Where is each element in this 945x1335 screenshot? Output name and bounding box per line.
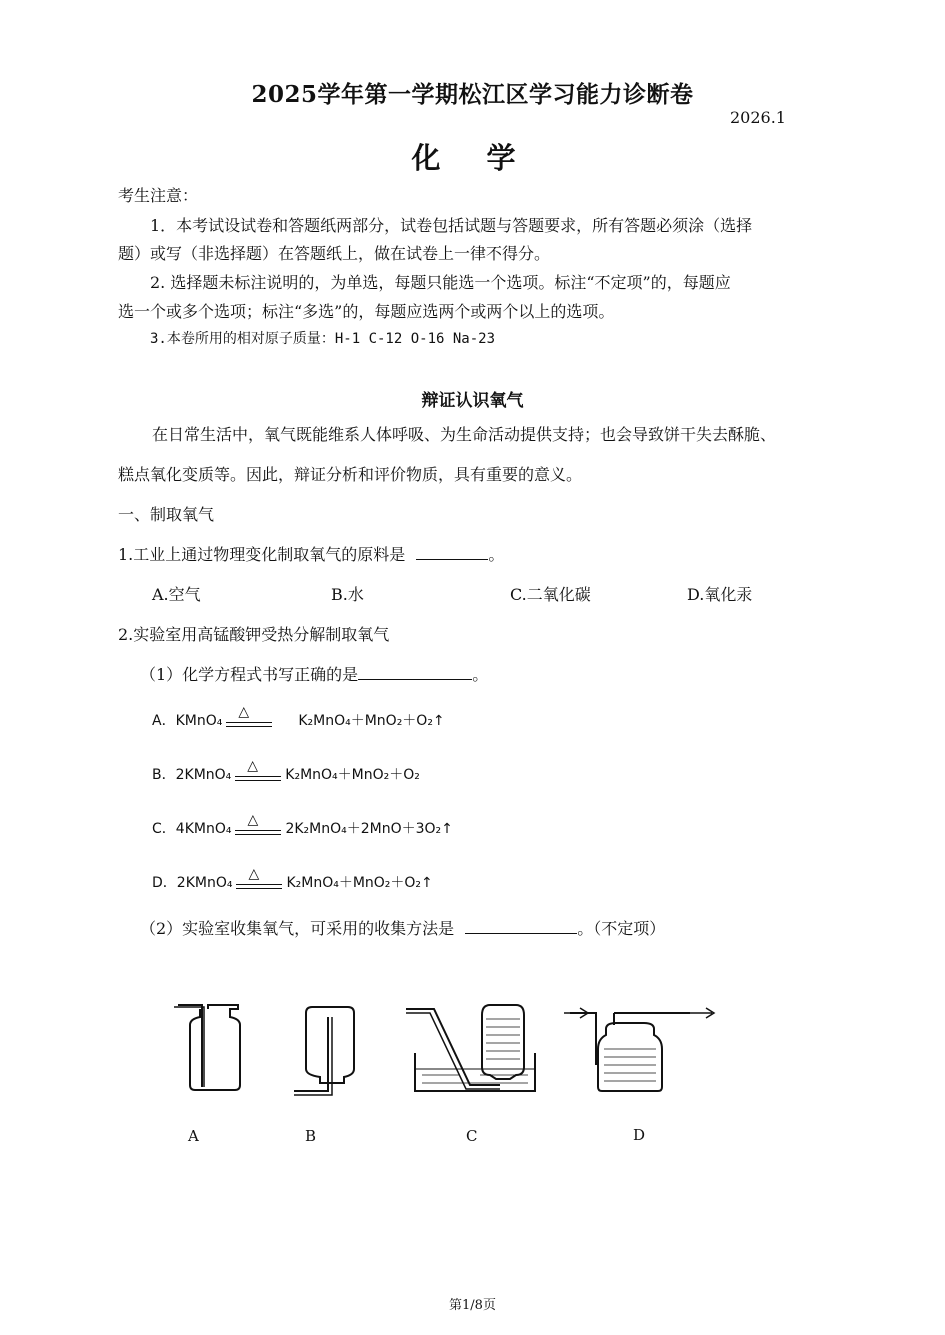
notice-item2-line1: 2. 选择题未标注说明的，为单选，每题只能选一个选项。标注“不定项”的，每题应 bbox=[150, 273, 731, 292]
notice-heading: 考生注意： bbox=[118, 186, 199, 205]
q1-option-d: D.氧化汞 bbox=[687, 585, 753, 604]
heat-triangle-icon: △ bbox=[247, 812, 259, 828]
page-number: 第1/8页 bbox=[449, 1298, 496, 1313]
heat-triangle-icon: △ bbox=[248, 866, 260, 882]
equation-b-right: K₂MnO₄＋MnO₂＋O₂ bbox=[285, 767, 420, 783]
gas-collection-apparatus bbox=[160, 995, 720, 1105]
q2-sub2-line bbox=[140, 916, 665, 939]
part1-heading: 一、制取氧气 bbox=[118, 505, 215, 524]
equation-a bbox=[152, 704, 445, 730]
q2-sub2: （2）实验室收集氧气，可采用的收集方法是 bbox=[140, 919, 455, 938]
heat-triangle-icon: △ bbox=[247, 758, 259, 774]
apparatus-d-gas-washing-bottle bbox=[564, 1008, 714, 1091]
equation-c bbox=[152, 812, 453, 838]
apparatus-b-bottle bbox=[294, 1007, 354, 1095]
equation-d-right: K₂MnO₄＋MnO₂＋O₂↑ bbox=[286, 875, 433, 891]
q1-stem: 1.工业上通过物理变化制取氧气的原料是 bbox=[118, 545, 406, 564]
apparatus-label-c: C bbox=[466, 1127, 478, 1145]
equation-a-label: A． bbox=[152, 713, 176, 729]
notice-item3: 3.本卷所用的相对原子质量：H-1 C-12 O-16 Na-23 bbox=[150, 331, 496, 347]
section-intro-line1: 在日常生活中，氧气既能维系人体呼吸、为生命活动提供支持；也会导致饼干失去酥脆、 bbox=[152, 425, 777, 444]
exam-date: 2026.1 bbox=[730, 108, 786, 127]
exam-title: 2025学年第一学期松江区学习能力诊断卷 bbox=[251, 81, 694, 108]
q1-stem-end: 。 bbox=[488, 545, 505, 564]
notice-item1-line2: 题）或写（非选择题）在答题纸上，做在试卷上一律不得分。 bbox=[118, 244, 551, 263]
apparatus-label-a: A bbox=[188, 1127, 199, 1145]
equation-d-label: D． bbox=[152, 875, 177, 891]
q1-option-a: A.空气 bbox=[152, 585, 201, 604]
heat-condition-c bbox=[235, 812, 281, 838]
apparatus-a-bottle bbox=[174, 1005, 240, 1090]
apparatus-c-water-trough bbox=[406, 1005, 535, 1091]
apparatus-label-d: D bbox=[633, 1126, 646, 1144]
q2-stem: 2.实验室用高锰酸钾受热分解制取氧气 bbox=[118, 625, 390, 644]
q2-sub1-answer-blank[interactable] bbox=[358, 665, 472, 680]
q1-option-b: B.水 bbox=[331, 585, 364, 604]
q2-sub2-end: 。（不定项） bbox=[577, 919, 666, 938]
q1-option-c: C.二氧化碳 bbox=[510, 585, 591, 604]
heat-condition-d bbox=[236, 866, 282, 892]
section-title: 辩证认识氧气 bbox=[421, 391, 524, 411]
equation-c-label: C． bbox=[152, 821, 176, 837]
equation-a-right: K₂MnO₄＋MnO₂＋O₂↑ bbox=[298, 713, 445, 729]
heat-condition-b bbox=[235, 758, 281, 784]
equation-b-left: 2KMnO₄ bbox=[175, 767, 232, 783]
equation-a-left: KMnO₄ bbox=[175, 713, 223, 729]
q2-sub1-line bbox=[140, 662, 488, 685]
heat-triangle-icon: △ bbox=[238, 704, 250, 720]
q2-sub2-answer-blank[interactable] bbox=[465, 919, 577, 934]
equation-b-label: B． bbox=[152, 767, 176, 783]
q2-sub1: （1）化学方程式书写正确的是 bbox=[140, 665, 359, 684]
heat-condition-a bbox=[226, 704, 272, 730]
notice-item1-line1: 1．本考试设试卷和答题纸两部分，试卷包括试题与答题要求，所有答题必须涂（选择 bbox=[150, 216, 753, 235]
section-intro-line2: 糕点氧化变质等。因此，辩证分析和评价物质，具有重要的意义。 bbox=[118, 465, 583, 484]
equation-d bbox=[152, 866, 433, 892]
q1-answer-blank[interactable] bbox=[416, 545, 488, 560]
equation-c-left: 4KMnO₄ bbox=[175, 821, 232, 837]
exam-subject: 化 学 bbox=[411, 141, 534, 175]
equation-d-left: 2KMnO₄ bbox=[176, 875, 233, 891]
equation-c-right: 2K₂MnO₄＋2MnO＋3O₂↑ bbox=[285, 821, 453, 837]
apparatus-label-b: B bbox=[305, 1127, 317, 1145]
q2-sub1-end: 。 bbox=[472, 665, 489, 684]
q1-stem-line bbox=[118, 542, 504, 565]
notice-item2-line2: 选一个或多个选项；标注“多选”的，每题应选两个或两个以上的选项。 bbox=[118, 302, 615, 321]
equation-b bbox=[152, 758, 420, 784]
